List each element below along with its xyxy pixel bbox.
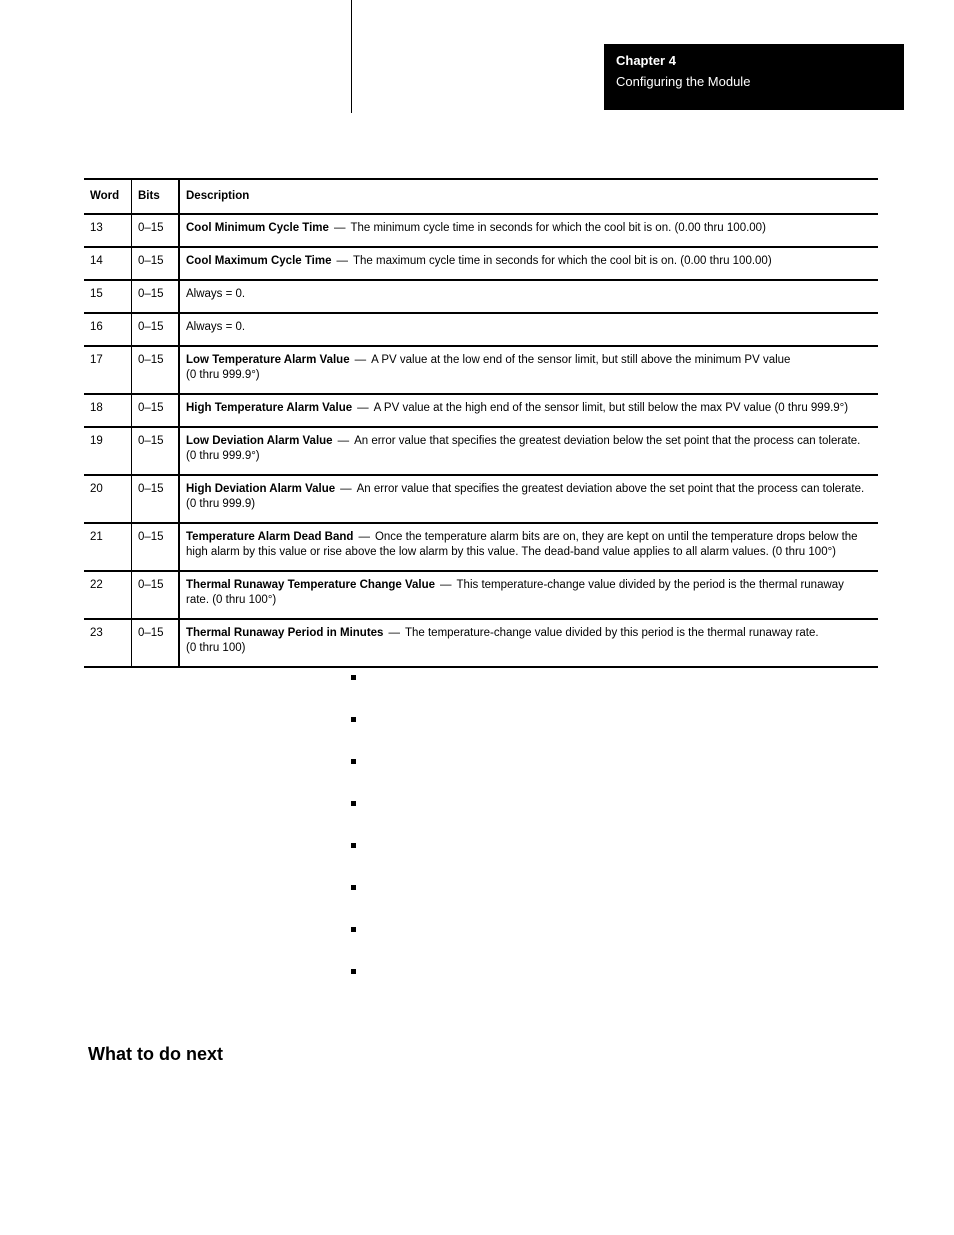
em-dash: — xyxy=(357,402,369,414)
bullet-item xyxy=(351,675,356,680)
col-word: Word xyxy=(84,179,132,214)
table-row xyxy=(84,475,878,523)
field-description: A PV value at the low end of the sensor limit, but still above the minimum PV value xyxy=(371,354,791,366)
em-dash: — xyxy=(354,354,367,366)
table-row xyxy=(84,523,878,571)
cell-description xyxy=(179,523,878,571)
cell-word: 15 xyxy=(84,280,132,313)
cell-word: 13 xyxy=(84,214,132,247)
em-dash: — xyxy=(340,483,352,495)
field-description-cont: (0 thru 999.9°) xyxy=(186,369,260,381)
em-dash: — xyxy=(336,255,348,267)
cell-description xyxy=(179,247,878,280)
cell-description xyxy=(179,475,878,523)
cell-bits: 0–15 xyxy=(132,523,180,571)
field-name: High Temperature Alarm Value xyxy=(186,402,353,414)
table-header-row xyxy=(84,179,878,214)
em-dash: — xyxy=(333,222,346,234)
field-description-cont: (0 thru 100) xyxy=(186,642,246,654)
field-name: Low Deviation Alarm Value xyxy=(186,435,333,447)
bullet-list xyxy=(351,675,356,1011)
field-description: A PV value at the high end of the sensor limit, but still below the max PV value (0 thru 999.9°) xyxy=(373,402,849,414)
field-name: Thermal Runaway Temperature Change Value xyxy=(186,579,436,591)
field-name: High Deviation Alarm Value xyxy=(186,483,336,495)
cell-description xyxy=(179,313,878,346)
field-description-cont: (0 thru 999.9) xyxy=(186,498,256,510)
field-description: Always = 0. xyxy=(186,288,246,300)
field-name: Cool Minimum Cycle Time xyxy=(186,222,329,234)
chapter-tab xyxy=(604,44,904,110)
em-dash: — xyxy=(440,579,452,591)
cell-description xyxy=(179,346,878,394)
cell-description xyxy=(179,619,878,667)
table-row xyxy=(84,214,878,247)
bullet-item xyxy=(351,927,356,932)
cell-description xyxy=(179,571,878,619)
cell-word: 22 xyxy=(84,571,132,619)
table-row xyxy=(84,427,878,475)
table-row xyxy=(84,247,878,280)
cell-bits: 0–15 xyxy=(132,280,180,313)
em-dash: — xyxy=(388,627,400,639)
field-description: This temperature-change value divided by the period is the thermal runaway xyxy=(456,579,844,591)
bullet-item xyxy=(351,759,356,764)
col-description: Description xyxy=(179,179,878,214)
cell-bits: 0–15 xyxy=(132,214,180,247)
cell-bits: 0–15 xyxy=(132,346,180,394)
chapter-number: Chapter 4 xyxy=(616,53,676,68)
register-table xyxy=(84,178,878,668)
cell-bits: 0–15 xyxy=(132,427,180,475)
field-description: The temperature-change value divided by this period is the thermal runaway rate. xyxy=(404,627,819,639)
field-description: The minimum cycle time in seconds for which the cool bit is on. (0.00 thru 100.00) xyxy=(350,222,766,234)
bullet-item xyxy=(351,969,356,974)
cell-word: 20 xyxy=(84,475,132,523)
field-description: The maximum cycle time in seconds for which the cool bit is on. (0.00 thru 100.00) xyxy=(353,255,772,267)
bullet-item xyxy=(351,843,356,848)
table-row xyxy=(84,619,878,667)
field-name: Cool Maximum Cycle Time xyxy=(186,255,332,267)
cell-description xyxy=(179,427,878,475)
cell-bits: 0–15 xyxy=(132,394,180,427)
cell-word: 21 xyxy=(84,523,132,571)
em-dash: — xyxy=(337,435,350,447)
field-name: Low Temperature Alarm Value xyxy=(186,354,350,366)
bullet-item xyxy=(351,717,356,722)
section-heading: What to do next xyxy=(88,1044,223,1064)
cell-word: 18 xyxy=(84,394,132,427)
table-row xyxy=(84,571,878,619)
bullet-item xyxy=(351,885,356,890)
cell-bits: 0–15 xyxy=(132,571,180,619)
bullet-item xyxy=(351,801,356,806)
table-row xyxy=(84,313,878,346)
field-name: Thermal Runaway Period in Minutes xyxy=(186,627,384,639)
em-dash: — xyxy=(358,531,370,543)
field-description-cont: high alarm by this value or rise above the low alarm by this value. The dead-band value applies to all alarm values. (0 thru 100°) xyxy=(186,546,837,558)
field-description-cont: rate. (0 thru 100°) xyxy=(186,594,277,606)
cell-word: 14 xyxy=(84,247,132,280)
header-rule xyxy=(351,0,352,113)
field-description-cont: (0 thru 999.9°) xyxy=(186,450,260,462)
cell-word: 19 xyxy=(84,427,132,475)
cell-bits: 0–15 xyxy=(132,247,180,280)
cell-word: 17 xyxy=(84,346,132,394)
cell-bits: 0–15 xyxy=(132,475,180,523)
field-description: Always = 0. xyxy=(186,321,246,333)
chapter-title: Configuring the Module xyxy=(616,74,751,89)
cell-bits: 0–15 xyxy=(132,619,180,667)
field-description: An error value that specifies the greatest deviation below the set point that the process can tolerate. xyxy=(354,435,861,447)
field-description: An error value that specifies the greatest deviation above the set point that the process can tolerate. xyxy=(356,483,865,495)
cell-description xyxy=(179,280,878,313)
field-name: Temperature Alarm Dead Band xyxy=(186,531,354,543)
col-bits: Bits xyxy=(132,179,180,214)
cell-word: 16 xyxy=(84,313,132,346)
cell-word: 23 xyxy=(84,619,132,667)
cell-description xyxy=(179,214,878,247)
field-description: Once the temperature alarm bits are on, they are kept on until the temperature drops below the xyxy=(374,531,858,543)
table-row xyxy=(84,280,878,313)
cell-description xyxy=(179,394,878,427)
table-row xyxy=(84,394,878,427)
table-row xyxy=(84,346,878,394)
cell-bits: 0–15 xyxy=(132,313,180,346)
